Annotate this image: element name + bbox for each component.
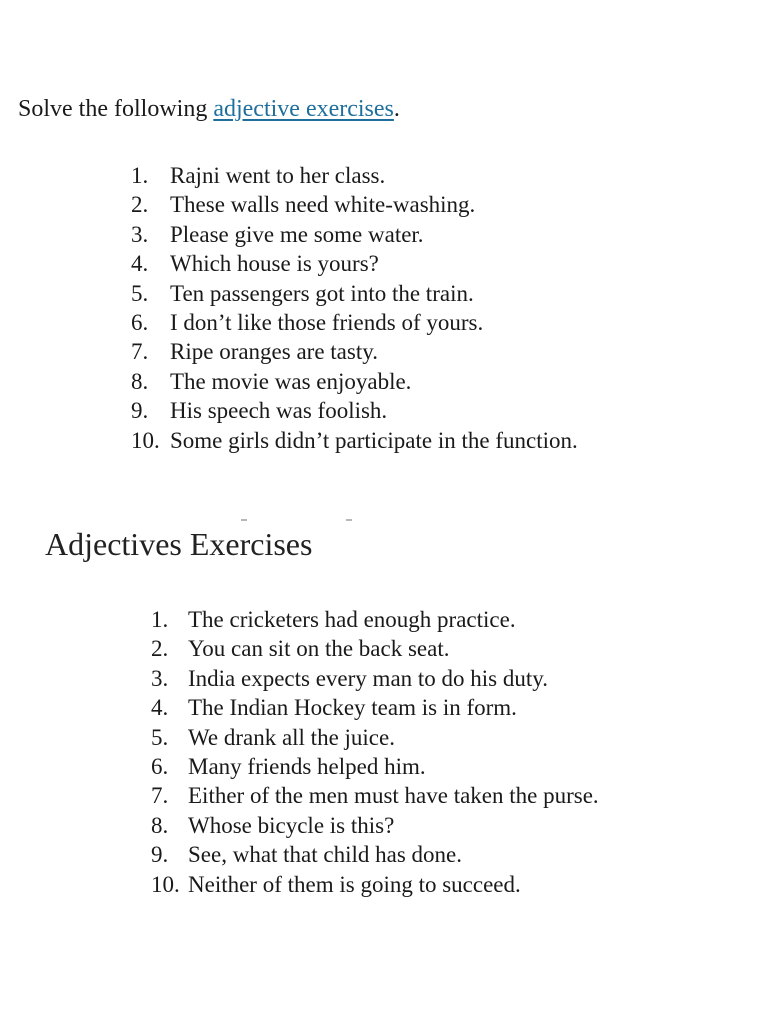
item-text: These walls need white-washing. <box>170 192 476 218</box>
item-text: Ripe oranges are tasty. <box>170 339 378 365</box>
item-text: Whose bicycle is this? <box>188 812 395 838</box>
list-item <box>131 308 484 337</box>
item-text: The cricketers had enough practice. <box>188 607 516 632</box>
item-number: 9. <box>151 842 169 868</box>
item-text: Neither of them is going to succeed. <box>188 871 521 897</box>
item-number: 7. <box>131 339 149 365</box>
exercise-list-1 <box>131 161 578 455</box>
list-item <box>131 279 474 308</box>
list-item <box>131 396 388 425</box>
item-number: 10. <box>151 871 180 897</box>
intro-text: Solve the following <box>18 96 214 122</box>
list-item <box>151 693 517 722</box>
list-item <box>131 367 412 396</box>
item-text: Please give me some water. <box>170 221 424 247</box>
item-number: 1. <box>131 163 149 188</box>
item-text: Some girls didn’t participate in the function. <box>170 427 578 453</box>
item-number: 2. <box>131 192 149 218</box>
item-text: The Indian Hockey team is in form. <box>188 695 517 721</box>
item-number: 10. <box>131 427 160 453</box>
item-number: 5. <box>151 724 169 750</box>
item-text: Which house is yours? <box>170 251 379 277</box>
list-item <box>131 249 379 278</box>
list-item <box>131 190 476 219</box>
list-item <box>131 161 386 190</box>
item-text: The movie was enjoyable. <box>170 368 412 394</box>
scan-artifact <box>241 519 247 521</box>
list-item <box>151 840 463 869</box>
list-item <box>131 426 578 455</box>
item-text: Either of the men must have taken the purse. <box>188 783 599 809</box>
item-text: See, what that child has done. <box>188 842 463 868</box>
list-item <box>151 634 450 663</box>
list-item <box>131 220 424 249</box>
item-text: You can sit on the back seat. <box>188 636 450 662</box>
list-item <box>151 781 599 810</box>
adjective-exercises-link[interactable]: adjective exercises <box>213 96 394 122</box>
item-number: 8. <box>151 812 169 838</box>
list-item <box>151 811 395 840</box>
item-text: India expects every man to do his duty. <box>188 665 549 691</box>
item-text: His speech was foolish. <box>170 398 388 424</box>
intro-instruction <box>18 92 400 126</box>
item-number: 1. <box>151 607 169 632</box>
item-number: 6. <box>151 753 169 779</box>
list-item <box>131 337 378 366</box>
item-number: 9. <box>131 398 149 424</box>
item-text: I don’t like those friends of yours. <box>170 309 484 335</box>
section-heading: Adjectives Exercises <box>45 526 313 562</box>
item-text: We drank all the juice. <box>188 724 395 750</box>
item-text: Ten passengers got into the train. <box>170 280 474 306</box>
item-number: 4. <box>131 251 149 277</box>
item-text: Many friends helped him. <box>188 753 426 779</box>
item-number: 8. <box>131 368 149 394</box>
item-number: 3. <box>131 221 149 247</box>
scan-artifact <box>346 519 352 521</box>
item-number: 7. <box>151 783 169 809</box>
item-number: 3. <box>151 665 169 691</box>
list-item <box>151 723 395 752</box>
item-text: Rajni went to her class. <box>170 163 386 188</box>
list-item <box>151 605 516 634</box>
intro-period: . <box>393 96 400 122</box>
item-number: 5. <box>131 280 149 306</box>
item-number: 6. <box>131 309 149 335</box>
exercise-list-2 <box>151 605 599 899</box>
item-number: 2. <box>151 636 169 662</box>
list-item <box>151 870 521 899</box>
list-item <box>151 752 426 781</box>
list-item <box>151 664 549 693</box>
item-number: 4. <box>151 695 169 721</box>
